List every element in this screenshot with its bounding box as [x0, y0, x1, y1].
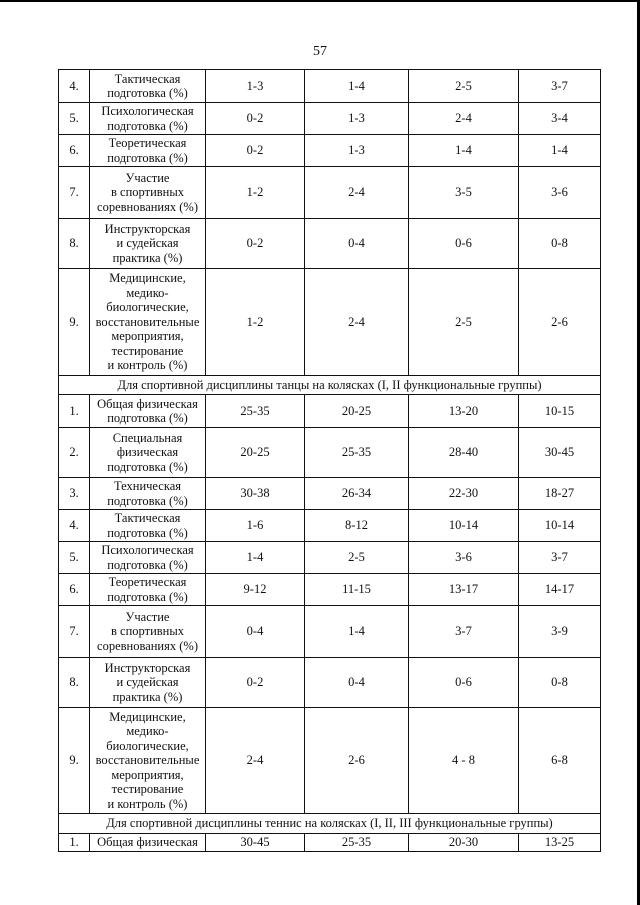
table-row — [59, 219, 601, 269]
value-cell-1: 0-4 — [206, 606, 305, 658]
row-number: 5. — [59, 103, 90, 135]
value-cell-2: 0-4 — [305, 219, 409, 269]
training-type-label: Тактическая подготовка (%) — [107, 511, 188, 540]
training-type-label: Общая физическая — [97, 835, 198, 850]
value-cell-3: 22-30 — [409, 478, 519, 510]
value-cell-2: 25-35 — [305, 834, 409, 852]
row-number: 5. — [59, 542, 90, 574]
value-cell-4: 13-25 — [519, 834, 601, 852]
training-type-cell — [90, 269, 206, 376]
training-type-label: Психологическая подготовка (%) — [101, 543, 194, 572]
value-cell-2: 1-4 — [305, 70, 409, 103]
row-number: 6. — [59, 574, 90, 606]
training-type-cell — [90, 834, 206, 852]
table-row — [59, 167, 601, 219]
value-cell-1: 30-38 — [206, 478, 305, 510]
value-cell-4: 6-8 — [519, 708, 601, 814]
table-row — [59, 135, 601, 167]
value-cell-1: 30-45 — [206, 834, 305, 852]
training-type-cell — [90, 428, 206, 478]
row-number: 3. — [59, 478, 90, 510]
row-number: 4. — [59, 70, 90, 103]
value-cell-3: 4 - 8 — [409, 708, 519, 814]
row-number: 6. — [59, 135, 90, 167]
training-type-cell — [90, 219, 206, 269]
value-cell-4: 3-7 — [519, 542, 601, 574]
value-cell-3: 2-4 — [409, 103, 519, 135]
value-cell-2: 2-5 — [305, 542, 409, 574]
value-cell-4: 30-45 — [519, 428, 601, 478]
training-type-cell — [90, 478, 206, 510]
value-cell-2: 1-4 — [305, 606, 409, 658]
table-row — [59, 574, 601, 606]
value-cell-1: 1-3 — [206, 70, 305, 103]
value-cell-4: 3-6 — [519, 167, 601, 219]
training-type-cell — [90, 103, 206, 135]
training-type-cell — [90, 708, 206, 814]
training-type-label: Медицинские, медико- биологические, восстановительные мероприятия, тестирование и контроль (%) — [95, 709, 200, 811]
training-type-label: Специальная физическая подготовка (%) — [107, 430, 188, 474]
training-type-label: Участие в спортивных соревнованиях (%) — [97, 609, 198, 653]
value-cell-3: 3-6 — [409, 542, 519, 574]
value-cell-4: 10-15 — [519, 395, 601, 428]
page-frame-top — [0, 0, 640, 2]
table-row — [59, 103, 601, 135]
value-cell-4: 3-4 — [519, 103, 601, 135]
value-cell-1: 20-25 — [206, 428, 305, 478]
value-cell-4: 10-14 — [519, 510, 601, 542]
value-cell-4: 1-4 — [519, 135, 601, 167]
value-cell-2: 11-15 — [305, 574, 409, 606]
value-cell-2: 20-25 — [305, 395, 409, 428]
row-number: 8. — [59, 219, 90, 269]
value-cell-2: 2-4 — [305, 167, 409, 219]
table-row — [59, 70, 601, 103]
training-type-label: Участие в спортивных соревнованиях (%) — [97, 170, 198, 214]
value-cell-3: 3-7 — [409, 606, 519, 658]
row-number: 1. — [59, 395, 90, 428]
training-type-label: Теоретическая подготовка (%) — [107, 136, 188, 165]
value-cell-4: 3-7 — [519, 70, 601, 103]
training-type-cell — [90, 542, 206, 574]
value-cell-2: 0-4 — [305, 658, 409, 708]
training-ratio-table — [58, 69, 601, 852]
value-cell-3: 13-20 — [409, 395, 519, 428]
training-type-label: Тактическая подготовка (%) — [107, 71, 188, 100]
value-cell-2: 1-3 — [305, 135, 409, 167]
value-cell-3: 28-40 — [409, 428, 519, 478]
training-type-label: Общая физическая подготовка (%) — [97, 396, 198, 425]
value-cell-1: 25-35 — [206, 395, 305, 428]
value-cell-2: 26-34 — [305, 478, 409, 510]
value-cell-3: 2-5 — [409, 269, 519, 376]
table-row — [59, 395, 601, 428]
row-number: 4. — [59, 510, 90, 542]
training-type-cell — [90, 167, 206, 219]
training-type-cell — [90, 606, 206, 658]
section-heading: Для спортивной дисциплины танцы на колясках (I, II функциональные группы) — [59, 376, 601, 395]
value-cell-3: 1-4 — [409, 135, 519, 167]
table-row — [59, 606, 601, 658]
table-body — [59, 70, 601, 852]
training-type-label: Психологическая подготовка (%) — [101, 104, 194, 133]
value-cell-4: 2-6 — [519, 269, 601, 376]
value-cell-3: 10-14 — [409, 510, 519, 542]
table-row — [59, 428, 601, 478]
training-type-label: Теоретическая подготовка (%) — [107, 575, 188, 604]
training-type-cell — [90, 135, 206, 167]
row-number: 9. — [59, 269, 90, 376]
value-cell-1: 1-4 — [206, 542, 305, 574]
row-number: 7. — [59, 167, 90, 219]
row-number: 1. — [59, 834, 90, 852]
value-cell-4: 0-8 — [519, 658, 601, 708]
value-cell-1: 1-2 — [206, 269, 305, 376]
row-number: 2. — [59, 428, 90, 478]
section-row — [59, 376, 601, 395]
value-cell-3: 3-5 — [409, 167, 519, 219]
training-type-cell — [90, 658, 206, 708]
table-row — [59, 510, 601, 542]
value-cell-1: 1-2 — [206, 167, 305, 219]
value-cell-2: 2-4 — [305, 269, 409, 376]
value-cell-1: 0-2 — [206, 103, 305, 135]
table-row — [59, 478, 601, 510]
training-type-label: Медицинские, медико- биологические, восстановительные мероприятия, тестирование и контроль (%) — [95, 271, 200, 373]
section-row — [59, 814, 601, 834]
value-cell-3: 13-17 — [409, 574, 519, 606]
value-cell-1: 2-4 — [206, 708, 305, 814]
table-row — [59, 834, 601, 852]
value-cell-1: 0-2 — [206, 658, 305, 708]
training-type-label: Инструкторская и судейская практика (%) — [104, 221, 191, 265]
page-number: 57 — [313, 44, 327, 59]
section-heading: Для спортивной дисциплины теннис на колясках (I, II, III функциональные группы) — [59, 814, 601, 834]
value-cell-3: 2-5 — [409, 70, 519, 103]
value-cell-1: 0-2 — [206, 219, 305, 269]
training-type-cell — [90, 510, 206, 542]
value-cell-1: 0-2 — [206, 135, 305, 167]
value-cell-1: 1-6 — [206, 510, 305, 542]
value-cell-1: 9-12 — [206, 574, 305, 606]
value-cell-2: 2-6 — [305, 708, 409, 814]
table-row — [59, 542, 601, 574]
training-type-cell — [90, 574, 206, 606]
value-cell-2: 8-12 — [305, 510, 409, 542]
value-cell-4: 14-17 — [519, 574, 601, 606]
table-row — [59, 708, 601, 814]
row-number: 7. — [59, 606, 90, 658]
value-cell-4: 18-27 — [519, 478, 601, 510]
value-cell-4: 3-9 — [519, 606, 601, 658]
training-type-cell — [90, 395, 206, 428]
value-cell-3: 0-6 — [409, 658, 519, 708]
row-number: 9. — [59, 708, 90, 814]
value-cell-3: 20-30 — [409, 834, 519, 852]
value-cell-3: 0-6 — [409, 219, 519, 269]
value-cell-2: 25-35 — [305, 428, 409, 478]
training-type-label: Техническая подготовка (%) — [107, 479, 188, 508]
value-cell-4: 0-8 — [519, 219, 601, 269]
training-type-label: Инструкторская и судейская практика (%) — [104, 660, 191, 704]
training-type-cell — [90, 70, 206, 103]
table-row — [59, 658, 601, 708]
table-row — [59, 269, 601, 376]
row-number: 8. — [59, 658, 90, 708]
value-cell-2: 1-3 — [305, 103, 409, 135]
